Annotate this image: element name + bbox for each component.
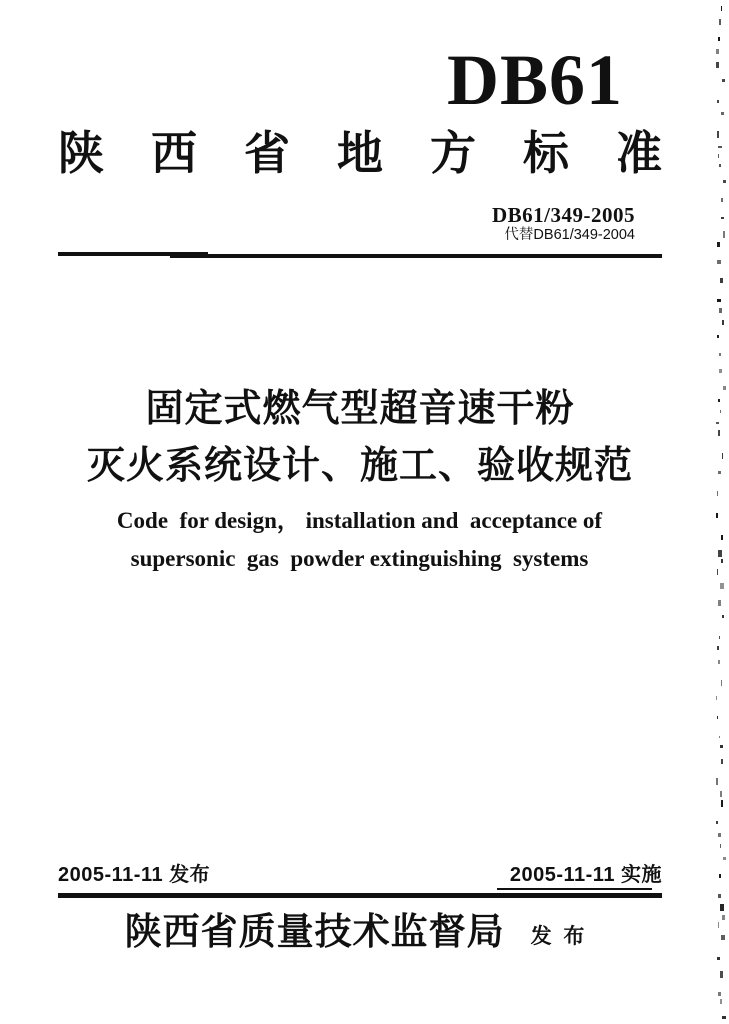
scan-noise-speck <box>717 100 719 103</box>
title-en-line2: supersonic gas powder extinguishing systems <box>130 546 589 571</box>
title-en-line1: Code for design， installation and acceptance of <box>116 508 603 533</box>
scan-noise-speck <box>721 217 724 219</box>
scan-noise-speck <box>719 164 721 167</box>
scan-noise-speck <box>718 600 721 606</box>
standard-name-char: 标 <box>523 128 569 179</box>
scan-noise-speck <box>718 992 721 996</box>
scan-noise-speck <box>718 37 720 41</box>
replaces-note: 代替DB61/349-2004 <box>504 227 635 243</box>
doc-number: DB61/349-2005 <box>492 203 635 227</box>
scan-noise-speck <box>719 369 722 373</box>
scan-noise-speck <box>721 800 723 807</box>
standard-name-char: 方 <box>430 128 476 179</box>
scan-noise-speck <box>720 278 723 283</box>
standard-name-char: 准 <box>616 128 662 179</box>
scan-noise-speck <box>717 491 718 496</box>
scan-noise-speck <box>716 62 719 68</box>
scan-noise-speck <box>719 308 722 313</box>
scan-noise-speck <box>717 569 718 575</box>
scan-noise-speck <box>719 19 721 25</box>
title-zh-line1: 固定式燃气型超音速干粉 <box>145 388 575 430</box>
scan-noise-speck <box>716 696 717 700</box>
publisher-action-label: 发 布 <box>530 924 585 948</box>
scan-noise-speck <box>723 386 726 390</box>
standard-body-code: DB61 <box>446 40 623 120</box>
scan-noise-speck <box>721 6 722 11</box>
standard-name-char: 省 <box>244 128 290 179</box>
scan-noise-speck <box>717 957 720 960</box>
scan-noise-speck <box>716 513 718 518</box>
standard-name-char: 陕 <box>58 128 104 179</box>
scan-noise-speck <box>720 791 722 797</box>
standard-name-row <box>58 128 662 181</box>
publisher-row <box>0 912 709 955</box>
scan-noise-speck <box>723 231 725 238</box>
scan-noise-speck <box>721 680 722 686</box>
scan-noise-speck <box>716 49 719 54</box>
scan-noise-speck <box>722 79 725 82</box>
scan-noise-speck <box>718 922 719 928</box>
scan-noise-speck <box>720 844 721 848</box>
scan-noise-speck <box>721 935 725 940</box>
doc-number-block <box>492 203 635 244</box>
scan-noise-speck <box>719 353 721 356</box>
publisher-name: 陕西省质量技术监督局 <box>124 912 505 953</box>
scan-noise-speck <box>723 857 726 860</box>
scan-noise-speck <box>718 660 720 664</box>
scan-noise-speck <box>717 335 719 338</box>
scan-noise-speck <box>722 1016 726 1019</box>
scan-noise-speck <box>717 299 721 302</box>
scan-noise-speck <box>718 550 722 557</box>
scan-noise-speck <box>722 915 725 920</box>
scan-noise-speck <box>717 131 719 138</box>
scan-noise-speck <box>717 242 720 247</box>
scan-noise-speck <box>716 821 718 824</box>
scan-noise-speck <box>722 320 724 325</box>
scan-noise-speck <box>722 615 724 618</box>
scan-noise-speck <box>721 535 723 540</box>
scan-noise-speck <box>716 422 719 424</box>
scan-noise-speck <box>718 833 721 837</box>
scan-noise-speck <box>718 471 721 474</box>
scan-noise-speck <box>718 399 720 402</box>
scan-noise-speck <box>717 716 718 719</box>
scan-noise-speck <box>722 453 723 459</box>
scan-noise-speck <box>717 646 719 650</box>
scan-noise-speck <box>721 559 723 563</box>
scan-noise-speck <box>716 778 718 785</box>
dates-row <box>58 863 662 887</box>
scan-noise-speck <box>718 146 722 148</box>
scan-noise-speck <box>720 745 723 748</box>
scan-noise-speck <box>721 112 724 115</box>
scan-noise-speck <box>718 154 719 158</box>
scan-noise-speck <box>720 583 724 589</box>
scan-noise-speck <box>721 759 723 764</box>
scan-noise-speck <box>723 180 726 183</box>
footer-rule-scan-artifact <box>497 888 652 890</box>
scan-noise-speck <box>720 904 724 911</box>
scan-noise-speck <box>718 894 721 898</box>
standard-name-char: 地 <box>337 128 383 179</box>
scan-noise-speck <box>718 430 720 436</box>
header-rule-right-segment <box>170 254 662 258</box>
scan-noise-speck <box>721 198 723 202</box>
scan-noise-speck <box>719 736 720 738</box>
scan-noise-speck <box>720 410 721 413</box>
implementation-date: 2005-11-11 实施 <box>509 864 662 886</box>
issue-date: 2005-11-11 发布 <box>58 864 211 886</box>
scan-noise-speck <box>720 971 723 978</box>
scan-noise-speck <box>719 874 721 878</box>
title-zh-line2: 灭火系统设计、施工、验收规范 <box>86 445 633 487</box>
standard-name-char: 西 <box>151 128 197 179</box>
footer-rule <box>58 893 662 898</box>
scan-noise-speck <box>719 636 720 639</box>
scan-noise-speck <box>720 999 722 1004</box>
scan-noise-speck <box>717 260 721 264</box>
